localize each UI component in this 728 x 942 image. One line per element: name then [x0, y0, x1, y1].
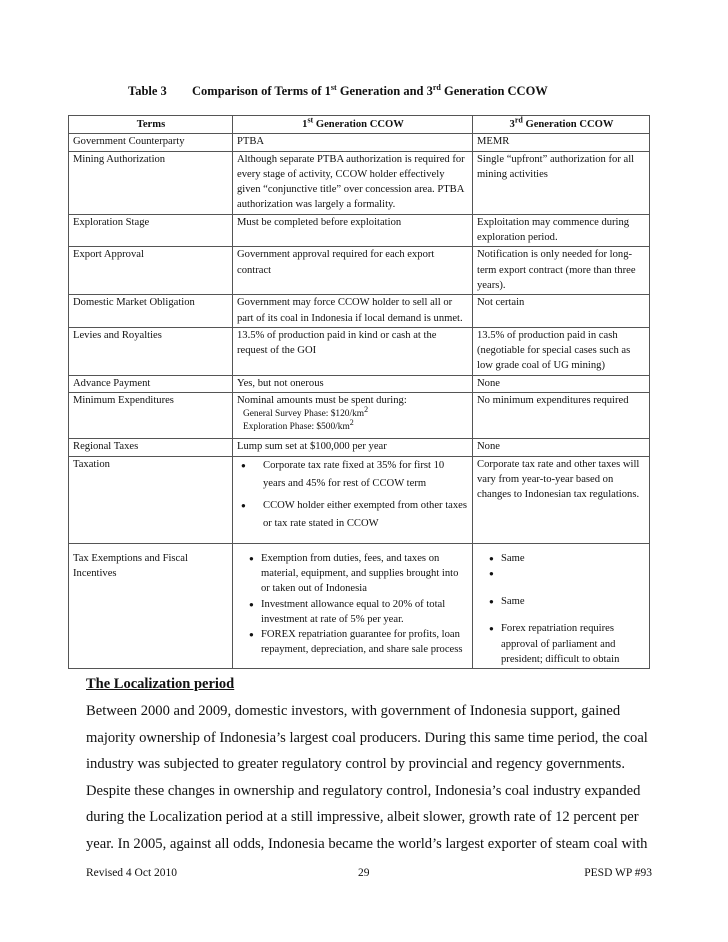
first-gen-cell: Yes, but not onerous — [233, 375, 473, 392]
first-gen-cell: 13.5% of production paid in kind or cash at the request of the GOI — [233, 327, 473, 375]
term-cell: Advance Payment — [69, 375, 233, 392]
list-item: ● CCOW holder either exempted from other taxes or tax rate stated in CCOW — [237, 497, 469, 533]
incentive-bullets-third — [477, 551, 646, 667]
comparison-table — [68, 115, 650, 669]
third-gen-cell: None — [473, 375, 650, 392]
list-item: ● Exemption from duties, fees, and taxes on material, equipment, and supplies brought into or taken out of Indonesia — [237, 551, 469, 597]
term-cell: Minimum Expenditures — [69, 393, 233, 439]
table-row — [69, 439, 650, 456]
term-cell: Mining Authorization — [69, 151, 233, 214]
list-item: ● Same — [477, 551, 646, 566]
third-gen-cell: Exploitation may commence during exploration period. — [473, 214, 650, 247]
list-item: ● Investment allowance equal to 20% of total investment at rate of 5% per year. — [237, 597, 469, 628]
table-row — [69, 456, 650, 543]
term-cell: Tax Exemptions and Fiscal Incentives — [69, 543, 233, 668]
table-row — [69, 295, 650, 328]
table-title: Comparison of Terms of 1st Generation and 3rd Generation CCOW — [192, 82, 548, 98]
term-cell: Domestic Market Obligation — [69, 295, 233, 328]
third-gen-cell: 13.5% of production paid in cash (negotiable for special cases such as low grade coal of UG mining) — [473, 327, 650, 375]
table-row — [69, 393, 650, 439]
list-item: ● Forex repatriation requires approval of parliament and president; difficult to obtain — [477, 621, 646, 667]
term-cell: Taxation — [69, 456, 233, 543]
header-third-generation: 3rd Generation CCOW — [473, 116, 650, 134]
third-gen-cell: Notification is only needed for long-term export contract (more than three years). — [473, 247, 650, 295]
first-gen-cell: Must be completed before exploitation — [233, 214, 473, 247]
term-cell: Government Counterparty — [69, 134, 233, 151]
term-cell: Exploration Stage — [69, 214, 233, 247]
taxation-bullets — [237, 457, 469, 533]
header-terms: Terms — [69, 116, 233, 134]
table-header-row — [69, 116, 650, 134]
third-gen-cell: MEMR — [473, 134, 650, 151]
table-row — [69, 327, 650, 375]
page-number: 29 — [358, 867, 370, 879]
first-gen-cell — [233, 543, 473, 668]
table-row — [69, 151, 650, 214]
body-paragraph: Between 2000 and 2009, domestic investors, with government of Indonesia support, gained majority ownership of Indonesia’s largest coal producers. During this same time period, the coal industry was subjected to greater regulatory control by provincial and regency governments. Despite these changes in ownership and regulatory control, Indonesia’s coal industry expanded during the Localization period at a still impressive, albeit slower, growth rate of 12 percent per year. In 2005, against all odds, Indonesia became the world’s largest exporter of steam coal with — [86, 703, 648, 852]
third-gen-cell: Not certain — [473, 295, 650, 328]
third-gen-cell — [473, 543, 650, 668]
first-gen-cell: Government approval required for each export contract — [233, 247, 473, 295]
header-first-generation: 1st Generation CCOW — [233, 116, 473, 134]
first-gen-cell: Lump sum set at $100,000 per year — [233, 439, 473, 456]
list-item: ● Same — [477, 594, 646, 609]
first-gen-cell: PTBA — [233, 134, 473, 151]
third-gen-cell: Single “upfront” authorization for all mining activities — [473, 151, 650, 214]
first-gen-cell — [233, 456, 473, 543]
table-row — [69, 543, 650, 668]
term-cell: Levies and Royalties — [69, 327, 233, 375]
paper-id: PESD WP #93 — [584, 867, 652, 879]
revision-date: Revised 4 Oct 2010 — [86, 867, 178, 879]
list-item: ● Corporate tax rate fixed at 35% for first 10 years and 45% for rest of CCOW term — [237, 457, 469, 493]
third-gen-cell: None — [473, 439, 650, 456]
table-row — [69, 247, 650, 295]
list-item: ● FOREX repatriation guarantee for profits, loan repayment, depreciation, and share sale process — [237, 627, 469, 658]
table-row — [69, 375, 650, 392]
table-number: Table 3 — [128, 84, 167, 98]
first-gen-cell: Although separate PTBA authorization is required for every stage of activity, CCOW holder effectively given “conjunctive title” over concession area. PTBA authorization was largely a formality. — [233, 151, 473, 214]
first-gen-cell: Government may force CCOW holder to sell all or part of its coal in Indonesia if local demand is unmet. — [233, 295, 473, 328]
term-cell: Export Approval — [69, 247, 233, 295]
exploration-phase-amount: Exploration Phase: $\$500/km^2$ — [243, 417, 354, 432]
third-gen-cell: Corporate tax rate and other taxes will vary from year-to-year based on changes to Indonesian tax regulations. — [473, 456, 650, 543]
incentive-bullets — [237, 551, 469, 658]
survey-phase-amount: General Survey Phase: $\$120/km^2$ — [243, 405, 369, 420]
first-gen-cell — [233, 393, 473, 439]
section-heading: The Localization period — [86, 676, 235, 692]
table-row — [69, 134, 650, 151]
first-gen-text: Nominal amounts must be spent during: — [237, 395, 407, 407]
third-gen-cell: No minimum expenditures required — [473, 393, 650, 439]
term-cell: Regional Taxes — [69, 439, 233, 456]
table-row — [69, 214, 650, 247]
